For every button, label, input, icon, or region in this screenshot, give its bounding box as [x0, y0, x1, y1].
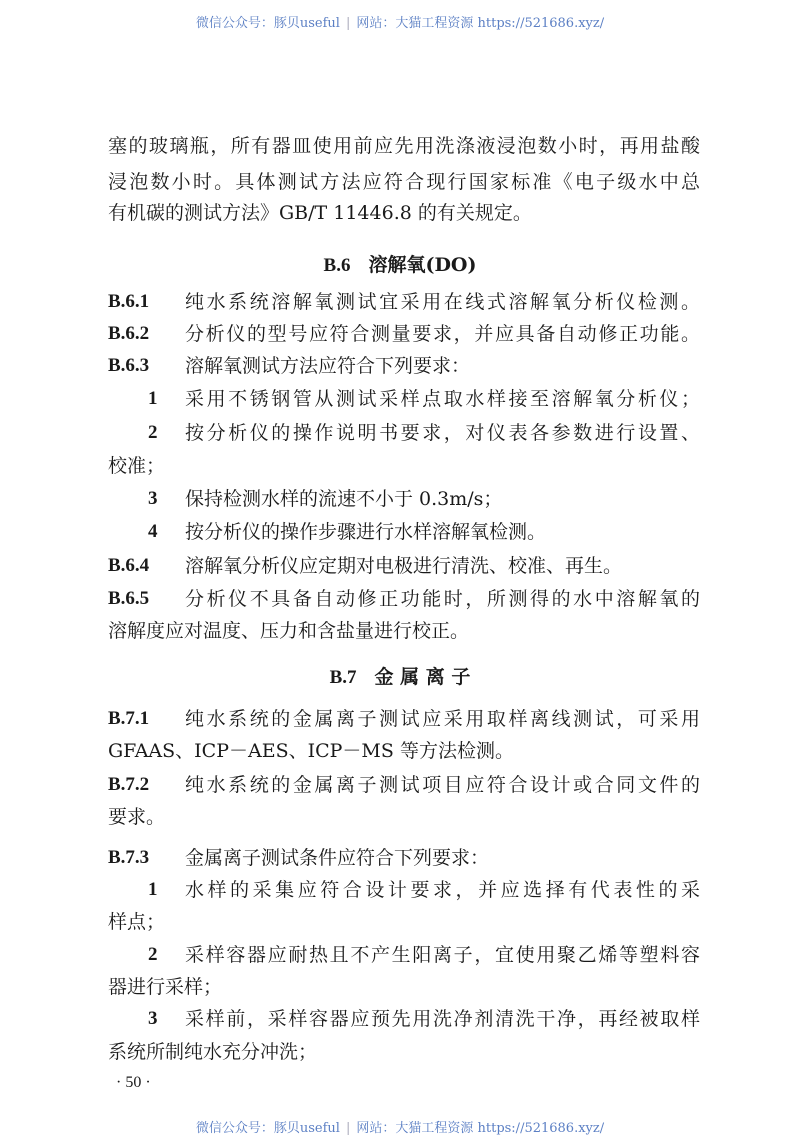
- item-number: 1: [148, 879, 158, 900]
- line-text: 按分析仪的操作步骤进行水样溶解氧检测。: [185, 521, 547, 543]
- watermark-separator: |: [345, 1121, 351, 1136]
- list-item-line: [108, 386, 700, 412]
- section-heading: [0, 252, 800, 279]
- list-item-line: [108, 420, 700, 446]
- section-number: B.6: [323, 255, 351, 276]
- watermark-wechat: 微信公众号：豚贝useful: [195, 1121, 340, 1136]
- line-text: 器进行采样；: [108, 976, 223, 998]
- section-title: 金 属 离 子: [374, 666, 471, 688]
- watermark-website: 网站：大猫工程资源 https://521686.xyz/: [356, 16, 605, 31]
- watermark-header: [0, 12, 800, 31]
- watermark-wechat: 微信公众号：豚贝useful: [195, 16, 340, 31]
- line-text: 要求。: [108, 806, 166, 828]
- line-text: 系统所制纯水充分冲洗；: [108, 1041, 318, 1063]
- text-line: [108, 804, 700, 830]
- watermark-separator: |: [345, 16, 351, 31]
- line-text: 采样前，采样容器应预先用洗净剂清洗干净，再经被取样: [185, 1008, 700, 1030]
- list-item-line: [108, 486, 700, 512]
- text-line: [108, 1039, 700, 1065]
- clause-number: B.6.5: [108, 588, 150, 609]
- clause-number: B.7.3: [108, 847, 150, 868]
- item-number: 1: [148, 388, 158, 409]
- clause-number: B.7.1: [108, 708, 150, 729]
- item-number: 4: [148, 521, 158, 542]
- section-number: B.7: [329, 667, 357, 688]
- text-line: [108, 200, 700, 226]
- text-line: [108, 909, 700, 935]
- list-item-line: [108, 1006, 700, 1032]
- line-text: 采样容器应耐热且不产生阳离子，宜使用聚乙烯等塑料容: [185, 944, 700, 966]
- watermark-website: 网站：大猫工程资源 https://521686.xyz/: [356, 1121, 605, 1136]
- clause-line: [108, 553, 700, 579]
- line-text: 有机碳的测试方法》GB/T 11446.8 的有关规定。: [108, 202, 532, 224]
- clause-line: [108, 845, 700, 871]
- clause-number: B.6.2: [108, 323, 150, 344]
- line-text: 纯水系统的金属离子测试项目应符合设计或合同文件的: [185, 774, 700, 796]
- line-text: 纯水系统的金属离子测试应采用取样离线测试，可采用: [185, 708, 700, 730]
- line-text: 溶解氧测试方法应符合下列要求：: [185, 355, 471, 377]
- line-text: 纯水系统溶解氧测试宜采用在线式溶解氧分析仪检测。: [185, 291, 700, 313]
- clause-line: [108, 353, 700, 379]
- clause-number: B.7.2: [108, 774, 150, 795]
- list-item-line: [108, 519, 700, 545]
- clause-line: [108, 321, 700, 347]
- line-text: 保持检测水样的流速不小于 0.3m/s；: [185, 488, 503, 510]
- clause-line: [108, 586, 700, 612]
- line-text: GFAAS、ICP－AES、ICP－MS 等方法检测。: [108, 740, 514, 762]
- text-line: [108, 618, 700, 644]
- line-text: 塞的玻璃瓶，所有器皿使用前应先用洗涤液浸泡数小时，再用盐酸: [108, 135, 700, 157]
- item-number: 2: [148, 944, 158, 965]
- line-text: 分析仪不具备自动修正功能时，所测得的水中溶解氧的: [185, 588, 700, 610]
- section-title: 溶解氧(DO): [368, 254, 477, 276]
- item-number: 3: [148, 488, 158, 509]
- line-text: 采用不锈钢管从测试采样点取水样接至溶解氧分析仪；: [185, 388, 700, 410]
- clause-line: [108, 772, 700, 798]
- text-line: [108, 738, 700, 764]
- clause-line: [108, 706, 700, 732]
- line-text: 水样的采集应符合设计要求，并应选择有代表性的采: [185, 879, 700, 901]
- list-item-line: [108, 877, 700, 903]
- clause-number: B.6.3: [108, 355, 150, 376]
- text-line: [108, 453, 700, 479]
- watermark-footer: [0, 1117, 800, 1136]
- line-text: 分析仪的型号应符合测量要求，并应具备自动修正功能。: [185, 323, 700, 345]
- item-number: 2: [148, 422, 158, 443]
- list-item-line: [108, 942, 700, 968]
- line-text: 按分析仪的操作说明书要求，对仪表各参数进行设置、: [185, 422, 700, 444]
- text-line: [108, 169, 700, 195]
- line-text: 浸泡数小时。具体测试方法应符合现行国家标准《电子级水中总: [108, 171, 700, 193]
- item-number: 3: [148, 1008, 158, 1029]
- clause-number: B.6.4: [108, 555, 150, 576]
- text-line: [108, 133, 700, 159]
- line-text: 溶解氧分析仪应定期对电极进行清洗、校准、再生。: [185, 555, 623, 577]
- line-text: 金属离子测试条件应符合下列要求：: [185, 847, 490, 869]
- section-heading: [0, 664, 800, 691]
- line-text: 校准；: [108, 455, 166, 477]
- line-text: 溶解度应对温度、压力和含盐量进行校正。: [108, 620, 470, 642]
- text-line: [108, 974, 700, 1000]
- clause-number: B.6.1: [108, 291, 150, 312]
- page-number: · 50 ·: [116, 1074, 151, 1091]
- clause-line: [108, 289, 700, 315]
- line-text: 样点；: [108, 911, 166, 933]
